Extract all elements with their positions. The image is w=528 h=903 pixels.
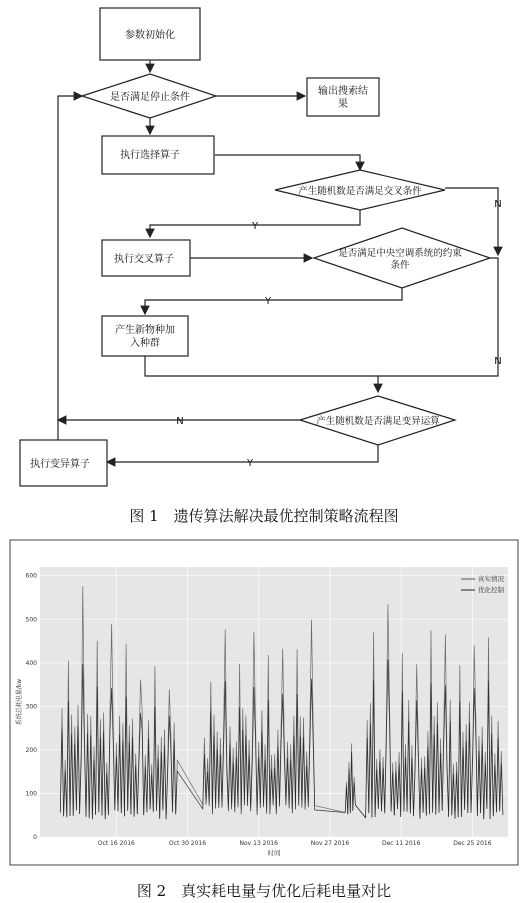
x-axis-label: 时间 [267, 849, 281, 857]
x-tick-label: Dec 25 2016 [453, 840, 492, 847]
new-species-label-2: 入种群 [130, 338, 160, 349]
y-tick-label: 600 [25, 572, 37, 580]
x-tick-label: Nov 13 2016 [239, 840, 278, 847]
edge-label-cross-yes: Y [251, 221, 259, 232]
init-label: 参数初始化 [125, 30, 175, 41]
y-tick-label: 200 [25, 746, 37, 754]
x-tick-label: Dec 11 2016 [382, 840, 421, 847]
edge-label-mutate-yes: Y [246, 458, 254, 469]
legend-opt-label: 优化控制 [478, 586, 504, 594]
stop-label: 是否满足停止条件 [110, 92, 190, 103]
y-tick-label: 300 [25, 703, 37, 711]
y-axis-label: 系统总耗电量/kw [16, 678, 23, 726]
figure2-caption: 图 2 真实耗电量与优化后耗电量对比 [136, 882, 392, 900]
new-species-label-1: 产生新物种加 [115, 325, 175, 336]
y-tick-label: 0 [33, 834, 37, 841]
figure1-caption: 图 1 遗传算法解决最优控制策略流程图 [129, 507, 399, 525]
mutate-label: 执行变异算子 [30, 459, 90, 470]
edge-label-mutate-no: N [176, 416, 184, 427]
constraint-label-2: 条件 [390, 260, 410, 271]
y-tick-label: 500 [25, 616, 37, 624]
crossover-label: 执行交叉算子 [114, 254, 174, 265]
select-label: 执行选择算子 [120, 150, 180, 161]
y-tick-label: 100 [25, 790, 37, 798]
output-label-1: 输出搜索结 [318, 86, 368, 97]
mutate-check-label: 产生随机数是否满足变异运算 [316, 416, 440, 427]
edge-label-constraint-no: N [494, 356, 502, 367]
constraint-label-1: 是否满足中央空调系统的约束 [338, 248, 462, 259]
cross-label: 产生随机数是否满足交叉条件 [298, 186, 422, 197]
x-tick-label: Oct 30 2016 [168, 840, 207, 847]
edge-label-cross-no: N [494, 199, 502, 210]
x-tick-label: Nov 27 2016 [310, 840, 350, 847]
legend-real-label: 真实情况 [478, 575, 504, 583]
x-tick-label: Oct 16 2016 [97, 840, 135, 847]
edge-label-constraint-yes: Y [264, 296, 272, 307]
output-label-2: 果 [338, 99, 348, 110]
y-tick-label: 400 [25, 659, 37, 667]
